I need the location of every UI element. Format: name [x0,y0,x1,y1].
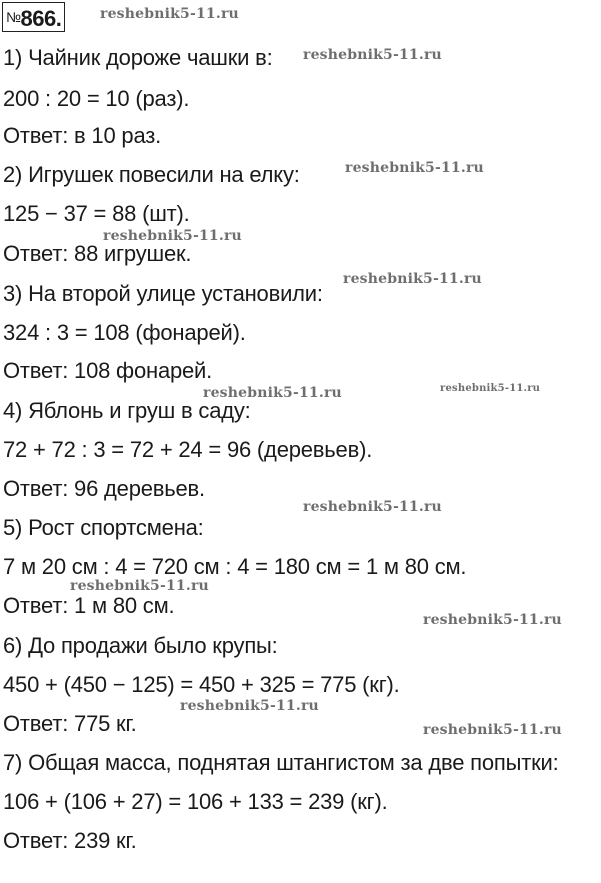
solution-line-6-heading: 6) До продажи было крупы: [3,633,278,658]
watermark: reshebnik5-11.ru [303,499,442,515]
task-number: 866. [20,6,62,31]
solution-line-2-heading: 2) Игрушек повесили на елку: [3,162,300,187]
solution-line-5-calc: 7 м 20 см : 4 = 720 см : 4 = 180 см = 1 м 80 см. [3,554,467,579]
solution-line-1-heading: 1) Чайник дороже чашки в: [3,45,273,70]
solution-line-4-answer: Ответ: 96 деревьев. [3,476,205,501]
watermark: reshebnik5-11.ru [303,47,442,63]
solution-line-3-answer: Ответ: 108 фонарей. [3,358,213,383]
solution-line-7-answer: Ответ: 239 кг. [3,828,137,853]
watermark: reshebnik5-11.ru [423,722,562,738]
watermark: reshebnik5-11.ru [180,698,319,714]
solution-line-5-answer: Ответ: 1 м 80 см. [3,593,175,618]
solution-line-4-heading: 4) Яблонь и груш в саду: [3,398,251,423]
solution-line-2-calc: 125 − 37 = 88 (шт). [3,201,190,226]
watermark: reshebnik5-11.ru [100,6,239,22]
solution-line-2-answer: Ответ: 88 игрушек. [3,241,192,266]
solution-line-5-heading: 5) Рост спортсмена: [3,515,204,540]
watermark: reshebnik5-11.ru [70,578,209,594]
solution-line-6-answer: Ответ: 775 кг. [3,711,137,736]
watermark: reshebnik5-11.ru [343,271,482,287]
solution-line-3-calc: 324 : 3 = 108 (фонарей). [3,320,246,345]
watermark: reshebnik5-11.ru [203,385,342,401]
watermark: reshebnik5-11.ru [345,160,484,176]
number-sign: № [6,9,21,25]
solution-line-3-heading: 3) На второй улице установили: [3,281,323,306]
solution-line-1-answer: Ответ: в 10 раз. [3,123,162,148]
solution-line-7-calc: 106 + (106 + 27) = 106 + 133 = 239 (кг). [3,789,388,814]
task-number-box [2,2,65,32]
solution-line-7-heading: 7) Общая масса, поднятая штангистом за две попытки: [3,750,559,775]
watermark: reshebnik5-11.ru [440,383,541,394]
solution-line-1-calc: 200 : 20 = 10 (раз). [3,86,190,111]
watermark: reshebnik5-11.ru [103,228,242,244]
solution-line-4-calc: 72 + 72 : 3 = 72 + 24 = 96 (деревьев). [3,437,373,462]
solution-line-6-calc: 450 + (450 − 125) = 450 + 325 = 775 (кг). [3,672,400,697]
watermark: reshebnik5-11.ru [423,612,562,628]
